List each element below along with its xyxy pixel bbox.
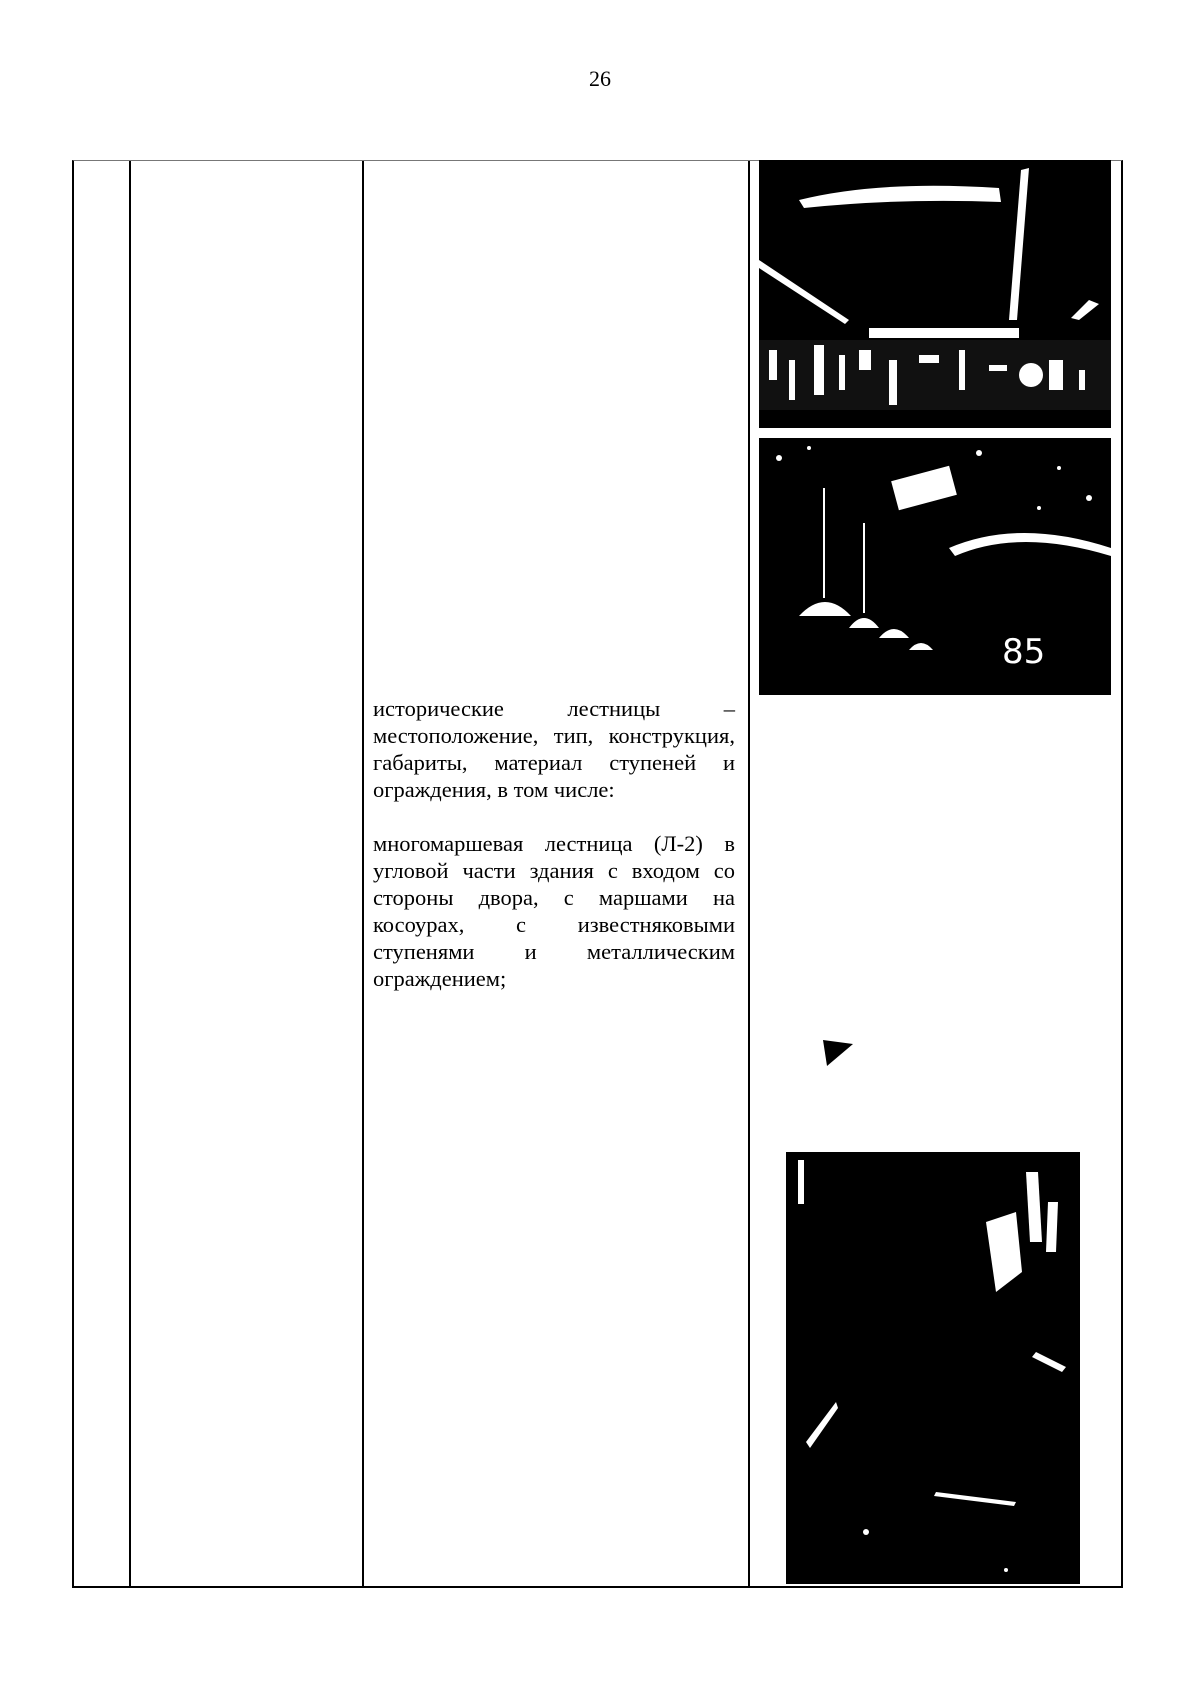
table-column-divider: [129, 161, 131, 1586]
table-column-divider: [748, 161, 750, 1586]
photo-interior-ceiling: [759, 160, 1111, 433]
scan-artifact: [823, 1040, 853, 1066]
photo-staircase: [786, 1152, 1080, 1584]
description-paragraph-1: исторические лестницы – местоположение, тип, конструкция, габариты, материал ступеней и ограждения, в том числе:: [373, 696, 735, 802]
page-number: 26: [589, 66, 611, 91]
photo-hanging-lamps: [759, 438, 1111, 695]
description-cell: [373, 695, 735, 992]
description-paragraph-2: многомаршевая лестница (Л-2) в угловой части здания с входом со стороны двора, с маршами на косоурах, с известняковыми ступенями и металлическим ограждением;: [373, 831, 735, 991]
table-column-divider: [362, 161, 364, 1586]
photo-number-label: 85: [1002, 632, 1046, 672]
